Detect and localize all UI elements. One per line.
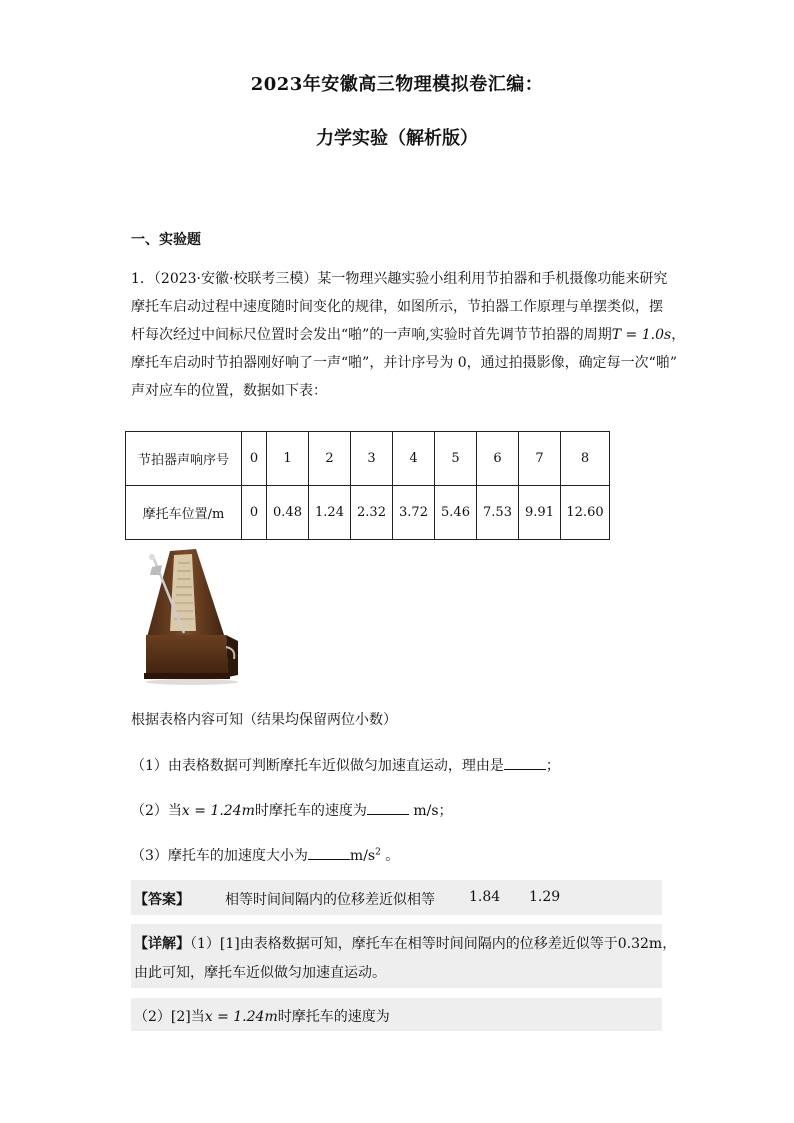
detail-line-2: 由此可知，摩托车近似做匀加速直运动。 bbox=[134, 965, 386, 981]
period-formula: T = 1.0s bbox=[611, 327, 672, 343]
answer-1: 相等时间间隔内的位移差近似相等 bbox=[225, 892, 435, 908]
answer-blank-1 bbox=[504, 757, 546, 770]
table-row-label-index: 节拍器声响序号 bbox=[126, 432, 242, 486]
table-cell: 0 bbox=[242, 432, 267, 486]
question-line-1: 1．（2023·安徽·校联考三模）某一物理兴趣实验小组利用节拍器和手机摄像功能来研究 bbox=[131, 271, 668, 287]
table-cell: 7 bbox=[519, 432, 561, 486]
table-cell: 5.46 bbox=[435, 486, 477, 540]
detail-line-1-text: （1）[1]由表格数据可知，摩托车在相等时间间隔内的位移差近似等于 bbox=[190, 936, 618, 952]
sub-question-1-text: （1）由表格数据可判断摩托车近似做匀加速直运动，理由是 bbox=[131, 758, 504, 774]
table-cell: 2 bbox=[309, 432, 351, 486]
detail-line-1 bbox=[134, 933, 676, 953]
detail-line-3-text: （2）[2]当 bbox=[134, 1009, 205, 1025]
detail-label: 【详解】 bbox=[134, 936, 190, 952]
question-line-3-text: 杆每次经过中间标尺位置时会发出“啪”的一声响,实验时首先调节节拍器的周期 bbox=[131, 327, 612, 343]
detail-line-3 bbox=[134, 1006, 390, 1026]
answer-2: 1.84 bbox=[469, 889, 501, 905]
answer-label: 【答案】 bbox=[134, 892, 190, 908]
question-stem bbox=[131, 265, 686, 405]
table-cell: 7.53 bbox=[477, 486, 519, 540]
sub-question-2 bbox=[131, 800, 453, 820]
question-line-2: 摩托车启动过程中速度随时间变化的规律，如图所示，节拍器工作原理与单摆类似，摆 bbox=[131, 299, 663, 315]
answer-box bbox=[131, 880, 662, 915]
document-title: 2023年安徽高三物理模拟卷汇编： bbox=[250, 74, 544, 95]
table-cell: 6 bbox=[477, 432, 519, 486]
question-line-5: 声对应车的位置，数据如下表： bbox=[131, 383, 327, 399]
sub-question-2-unit: m/s； bbox=[413, 803, 453, 819]
metronome-image bbox=[134, 545, 240, 685]
document-subtitle: 力学实验（解析版） bbox=[316, 128, 478, 149]
table-cell: 1.24 bbox=[309, 486, 351, 540]
sub-question-2-formula: x = 1.24m bbox=[181, 803, 255, 819]
table-cell: 2.32 bbox=[351, 486, 393, 540]
table-row-label-position: 摩托车位置/m bbox=[126, 486, 242, 540]
sub-question-2-text: （2）当 bbox=[131, 803, 182, 819]
table-row bbox=[126, 432, 610, 486]
table-cell: 3 bbox=[351, 432, 393, 486]
detail-box bbox=[131, 924, 677, 988]
detail-line-3-end: 时摩托车的速度为 bbox=[277, 1009, 390, 1025]
table-cell: 0.48 bbox=[267, 486, 309, 540]
instruction-text: 根据表格内容可知（结果均保留两位小数） bbox=[131, 712, 397, 728]
table-cell: 5 bbox=[435, 432, 477, 486]
table-cell: 0 bbox=[242, 486, 267, 540]
sub-question-1-end: ； bbox=[545, 758, 560, 774]
table-cell: 9.91 bbox=[519, 486, 561, 540]
question-line-3: 杆每次经过中间标尺位置时会发出“啪”的一声响,实验时首先调节节拍器的周期T = 1.0s， bbox=[131, 327, 686, 343]
detail-box-2 bbox=[131, 998, 662, 1031]
table-cell: 4 bbox=[393, 432, 435, 486]
sub-question-3 bbox=[131, 845, 399, 865]
sub-question-2-mid: 时摩托车的速度为 bbox=[254, 803, 367, 819]
sub-question-3-unit: m/s bbox=[349, 848, 376, 864]
answer-blank-3 bbox=[308, 847, 350, 860]
table-cell: 8 bbox=[561, 432, 610, 486]
answer-3: 1.29 bbox=[529, 889, 561, 905]
section-heading: 一、实验题 bbox=[131, 232, 201, 248]
question-line-4: 摩托车启动时节拍器刚好响了一声“啪”，并计序号为 0，通过拍摄影像，确定每一次“啪” bbox=[131, 355, 677, 371]
table-cell: 1 bbox=[267, 432, 309, 486]
answer-blank-2 bbox=[367, 802, 409, 815]
detail-line-1-value: 0.32m bbox=[617, 936, 663, 952]
table-cell: 12.60 bbox=[561, 486, 610, 540]
data-table bbox=[125, 431, 610, 540]
table-row bbox=[126, 486, 610, 540]
sub-question-3-text: （3）摩托车的加速度大小为 bbox=[131, 848, 308, 864]
sub-question-3-end: 。 bbox=[385, 848, 400, 864]
sub-question-1 bbox=[131, 755, 560, 775]
sub-question-3-unit-exponent: 2 bbox=[375, 847, 381, 858]
detail-line-1-end: ， bbox=[662, 936, 677, 952]
table-cell: 3.72 bbox=[393, 486, 435, 540]
detail-line-3-formula: x = 1.24m bbox=[204, 1009, 278, 1025]
